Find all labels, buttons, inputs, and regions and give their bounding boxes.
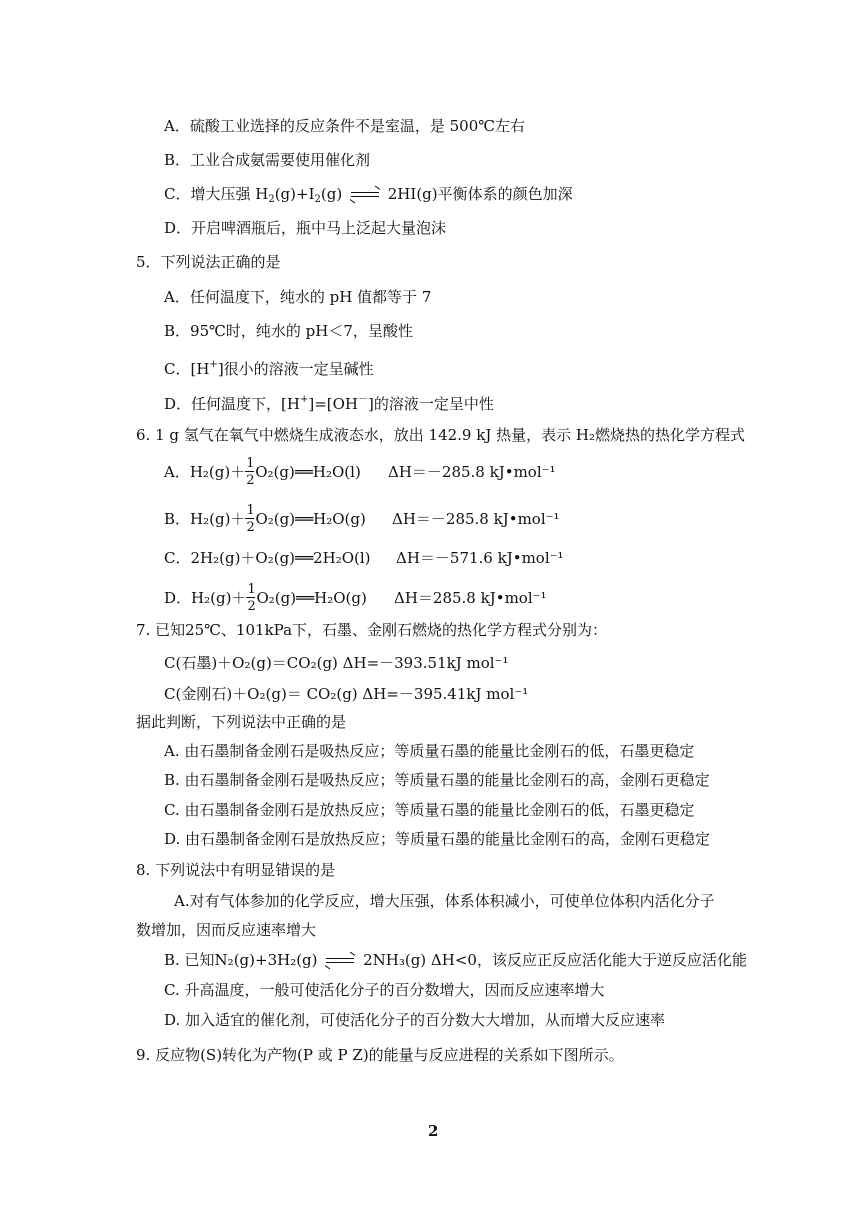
q7-stem: 7. 已知25℃、101kPa下，石墨、金刚石燃烧的热化学方程式分别为：: [136, 621, 608, 639]
q6-option-a: A．H₂(g)＋ $\frac{1}{2}$ O₂(g)══H₂O(l): [164, 456, 361, 488]
q6-option-c: C．2H₂(g)＋O₂(g)══2H₂O(l): [164, 549, 371, 567]
page-number: 2: [428, 1122, 439, 1140]
one-half-fraction: $\frac{1}{2}$: [246, 456, 255, 488]
q8-option-c: C. 升高温度，一般可使活化分子的百分数增大，因而反应速率增大: [164, 981, 605, 999]
q5-option-d: D．任何温度下，[H+]=[OH－]的溶液一定呈中性: [164, 394, 494, 413]
q6-option-d: D．H₂(g)＋ $\frac{1}{2}$ O₂(g)══H₂O(g): [164, 582, 367, 614]
q6-stem: 6. 1 g 氢气在氧气中燃烧生成液态水，放出 142.9 kJ 热量，表示 H₂燃烧热的热化学方程式: [136, 426, 745, 444]
q6-option-b: B．H₂(g)＋ $\frac{1}{2}$ O₂(g)══H₂O(g): [164, 503, 366, 535]
q9-stem: 9. 反应物(S)转化为产物(P 或 P Z)的能量与反应进程的关系如下图所示。: [136, 1046, 624, 1064]
q6-option-d-dh: ΔH＝285.8 kJ•mol⁻¹: [394, 589, 547, 607]
equilibrium-arrow-icon: [326, 956, 354, 966]
q6-option-b-dh: ΔH＝－285.8 kJ•mol⁻¹: [392, 510, 560, 528]
q8-option-b: B. 已知N₂(g)+3H₂(g) 2NH₃(g) ΔH<0，该反应正反应活化能大于逆反应活化能: [164, 951, 747, 969]
q5-option-c: C．[H+]很小的溶液一定呈碱性: [164, 359, 374, 378]
q5-option-a: A．任何温度下，纯水的 pH 值都等于 7: [164, 288, 432, 306]
q5-stem: 5．下列说法正确的是: [136, 253, 281, 271]
q7-option-a: A. 由石墨制备金刚石是吸热反应；等质量石墨的能量比金刚石的低，石墨更稳定: [164, 742, 695, 760]
q7-option-c: C. 由石墨制备金刚石是放热反应；等质量石墨的能量比金刚石的低，石墨更稳定: [164, 801, 695, 819]
one-half-fraction: $\frac{1}{2}$: [247, 582, 256, 614]
q7-equation-diamond: C(金刚石)＋O₂(g)＝ CO₂(g) ΔH=－395.41kJ mol⁻¹: [164, 685, 529, 703]
q7-option-d: D. 由石墨制备金刚石是放热反应；等质量石墨的能量比金刚石的高，金刚石更稳定: [164, 830, 711, 848]
q6-option-a-dh: ΔH＝－285.8 kJ•mol⁻¹: [388, 463, 556, 481]
q4-option-c: C．增大压强 $H_2(g)+I_2(g)$ 2HI(g)平衡体系的颜色加深: [164, 185, 573, 205]
q6-option-c-dh: ΔH＝－571.6 kJ•mol⁻¹: [396, 549, 564, 567]
q8-option-a-line1: A.对有气体参加的化学反应，增大压强，体系体积减小，可使单位体积内活化分子: [174, 892, 715, 910]
q4-option-d: D．开启啤酒瓶后，瓶中马上泛起大量泡沫: [164, 219, 447, 237]
q4-option-b: B．工业合成氨需要使用催化剂: [164, 151, 371, 169]
q7-lead: 据此判断，下列说法中正确的是: [136, 713, 347, 731]
one-half-fraction: $\frac{1}{2}$: [246, 503, 255, 535]
q8-stem: 8. 下列说法中有明显错误的是: [136, 861, 336, 879]
q4-option-a: A．硫酸工业选择的反应条件不是室温，是 500℃左右: [164, 117, 526, 135]
equilibrium-arrow-icon: [351, 190, 379, 200]
q7-equation-graphite: C(石墨)＋O₂(g)＝CO₂(g) ΔH=－393.51kJ mol⁻¹: [164, 654, 509, 672]
q7-option-b: B. 由石墨制备金刚石是吸热反应；等质量石墨的能量比金刚石的高，金刚石更稳定: [164, 771, 710, 789]
q5-option-b: B．95℃时，纯水的 pH＜7，呈酸性: [164, 322, 413, 340]
q8-option-d: D. 加入适宜的催化剂，可使活化分子的百分数大大增加，从而增大反应速率: [164, 1011, 666, 1029]
q8-option-a-line2: 数增加，因而反应速率增大: [136, 921, 317, 939]
